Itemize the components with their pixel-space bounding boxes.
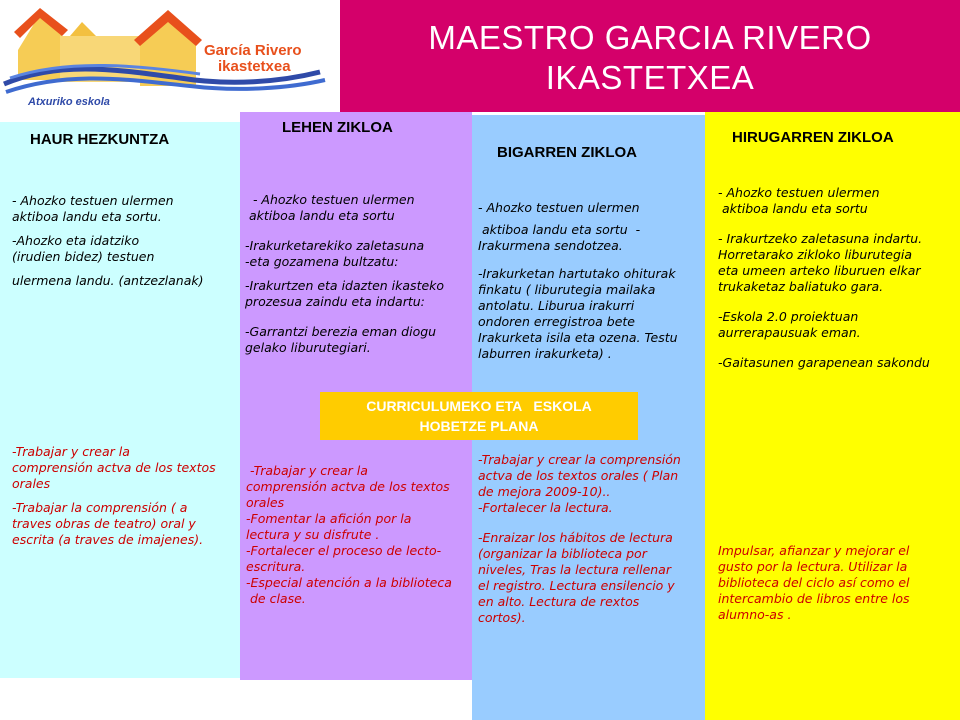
text-line: de clase. xyxy=(246,591,306,606)
text-line: - Irakurtzeko zaletasuna indartu. xyxy=(718,231,923,246)
text-line: comprensión actva de los textos xyxy=(246,479,450,494)
text-line: -Irakurtzen eta idazten ikasteko xyxy=(245,278,445,293)
text-line: -eta gozamena bultzatu: xyxy=(245,254,399,269)
header-bar xyxy=(340,0,960,112)
text-line: eta umeen arteko liburuen elkar xyxy=(718,263,921,278)
text-line: Impulsar, afianzar y mejorar el xyxy=(718,543,910,558)
text-line: -Trabajar y crear la xyxy=(246,463,368,478)
text-line: el registro. Lectura ensilencio y xyxy=(478,578,675,593)
text-line: de mejora 2009-10).. xyxy=(478,484,611,499)
text-line: aktiboa landu eta sortu - xyxy=(478,222,641,237)
text-line: lectura y su disfrute . xyxy=(246,527,380,542)
text-line: aktiboa landu eta sortu xyxy=(245,208,395,223)
text-line: aktiboa landu eta sortu. xyxy=(12,209,162,224)
text-line: orales xyxy=(12,476,51,491)
text-line: escrita (a traves de imajenes). xyxy=(12,532,204,547)
bigarren-basque-text xyxy=(478,200,704,362)
text-line: (organizar la biblioteca por xyxy=(478,546,647,561)
text-line: Irakurketa isila eta ozena. Testu xyxy=(478,330,678,345)
logo-name-line1: García Rivero xyxy=(204,42,302,59)
text-line: ulermena landu. (antzezlanak) xyxy=(12,273,204,288)
page-title-line1: MAESTRO GARCIA RIVERO xyxy=(428,19,872,56)
logo-name-line2: ikastetxea xyxy=(218,58,291,75)
text-line: cortos). xyxy=(478,610,526,625)
text-line: Horretarako zikloko liburutegia xyxy=(718,247,913,262)
logo-battlement xyxy=(70,22,96,36)
text-line: -Fortalecer el proceso de lecto- xyxy=(246,543,442,558)
haur-top-strip xyxy=(0,112,240,122)
hirugarren-title: HIRUGARREN ZIKLOA xyxy=(732,129,894,146)
text-line: laburren irakurketa) . xyxy=(478,346,612,361)
bigarren-spanish-text xyxy=(478,452,704,626)
text-line: -Trabajar y crear la comprensión xyxy=(478,452,681,467)
text-line: -Trabajar la comprensión ( a xyxy=(12,500,188,515)
curriculum-banner xyxy=(320,392,638,440)
text-line: alumno-as . xyxy=(718,607,792,622)
text-line: - Ahozko testuen ulermen xyxy=(12,193,174,208)
text-line: orales xyxy=(246,495,285,510)
text-line: -Especial atención a la biblioteca xyxy=(246,575,452,590)
text-line: gusto por la lectura. Utilizar la xyxy=(718,559,908,574)
text-line: -Enraizar los hábitos de lectura xyxy=(478,530,673,545)
text-line: -Gaitasunen garapenean sakondu xyxy=(718,355,930,370)
text-line: traves obras de teatro) oral y xyxy=(12,516,196,531)
lehen-spanish-text xyxy=(246,463,472,607)
haur-basque-text xyxy=(12,193,234,289)
text-line: -Fomentar la afición por la xyxy=(246,511,412,526)
text-line: -Fortalecer la lectura. xyxy=(478,500,613,515)
text-line: ondoren erregistroa bete xyxy=(478,314,635,329)
text-line: - Ahozko testuen ulermen xyxy=(478,200,640,215)
text-line: -Irakurketarekiko zaletasuna xyxy=(245,238,425,253)
text-line: finkatu ( liburutegia mailaka xyxy=(478,282,656,297)
text-line: - Ahozko testuen ulermen xyxy=(245,192,415,207)
haur-title: HAUR HEZKUNTZA xyxy=(30,131,170,148)
text-line: aktiboa landu eta sortu xyxy=(718,201,868,216)
text-line: actva de los textos orales ( Plan xyxy=(478,468,679,483)
text-line: -Irakurketan hartutako ohiturak xyxy=(478,266,676,281)
page-title-line2: IKASTETXEA xyxy=(545,59,755,96)
text-line: trukaketaz baliatuko gara. xyxy=(718,279,884,294)
text-line: -Ahozko eta idatziko xyxy=(12,233,140,248)
text-line: aurrerapausuak eman. xyxy=(718,325,861,340)
banner-line2: HOBETZE PLANA xyxy=(419,418,539,434)
lehen-basque-text xyxy=(245,192,471,356)
logo-tagline: Atxuriko eskola xyxy=(28,96,110,108)
text-line: (irudien bidez) testuen xyxy=(12,249,155,264)
text-line: -Eskola 2.0 proiektuan xyxy=(718,309,859,324)
page-title xyxy=(340,18,960,98)
text-line: en alto. Lectura de rextos xyxy=(478,594,640,609)
text-line: escritura. xyxy=(246,559,306,574)
lehen-title: LEHEN ZIKLOA xyxy=(282,119,393,136)
text-line: intercambio de libros entre los xyxy=(718,591,910,606)
text-line: niveles, Tras la lectura rellenar xyxy=(478,562,671,577)
text-line: biblioteca del ciclo así como el xyxy=(718,575,910,590)
hirugarren-basque-text xyxy=(718,185,958,371)
text-line: comprensión actva de los textos xyxy=(12,460,216,475)
text-line: Irakurmena sendotzea. xyxy=(478,238,623,253)
text-line: -Garrantzi berezia eman diogu xyxy=(245,324,437,339)
text-line: antolatu. Liburua irakurri xyxy=(478,298,635,313)
text-line: -Trabajar y crear la xyxy=(12,444,130,459)
school-logo xyxy=(0,0,340,112)
text-line: prozesua zaindu eta indartu: xyxy=(245,294,425,309)
bigarren-title: BIGARREN ZIKLOA xyxy=(497,144,637,161)
text-line: gelako liburutegiari. xyxy=(245,340,371,355)
text-line: - Ahozko testuen ulermen xyxy=(718,185,880,200)
haur-spanish-text xyxy=(12,444,238,548)
hirugarren-spanish-text xyxy=(718,543,958,623)
banner-line1: CURRICULUMEKO ETA ESKOLA xyxy=(366,398,592,414)
